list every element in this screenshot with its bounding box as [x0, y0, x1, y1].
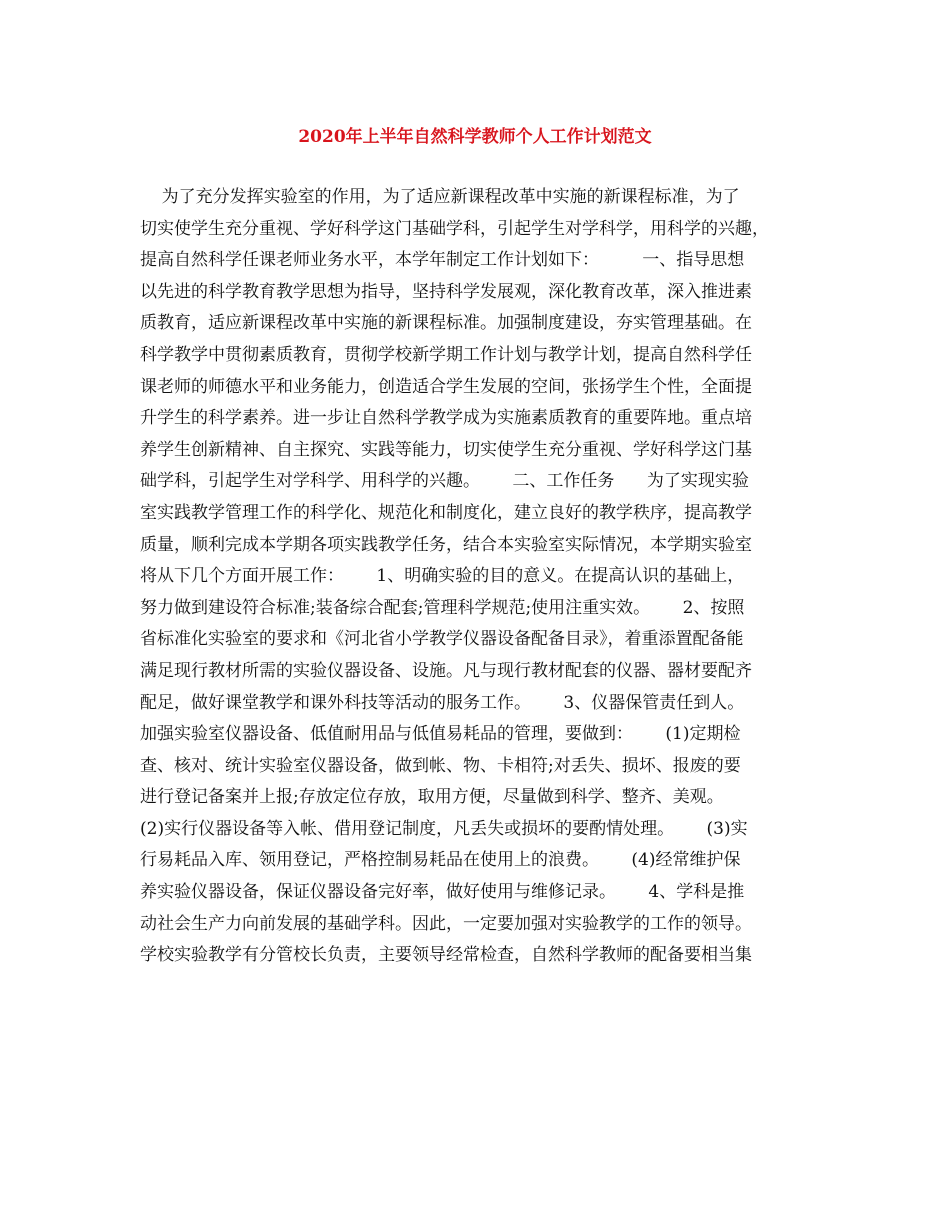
body-line: 础学科，引起学生对学科学、用科学的兴趣。 二、工作任务 为了实现实验	[140, 471, 749, 492]
body-line: 课老师的师德水平和业务能力，创造适合学生发展的空间，张扬学生个性，全面提	[140, 376, 752, 397]
body-line: 动社会生产力向前发展的基础学科。因此，一定要加强对实验教学的工作的领导。	[140, 913, 752, 934]
body-line: 切实使学生充分重视、学好科学这门基础学科，引起学生对学科学，用科学的兴趣，	[140, 218, 769, 239]
body-line: 努力做到建设符合标准;装备综合配套;管理科学规范;使用注重实效。 2、按照	[140, 597, 745, 618]
body-line: 满足现行教材所需的实验仪器设备、设施。凡与现行教材配套的仪器、器材要配齐	[140, 660, 752, 681]
body-line: 养实验仪器设备，保证仪器设备完好率，做好使用与维修记录。 4、学科是推	[140, 882, 745, 903]
document-title: 2020年上半年自然科学教师个人工作计划范文	[298, 127, 652, 147]
body-line: 室实践教学管理工作的科学化、规范化和制度化，建立良好的教学秩序，提高教学	[140, 502, 752, 523]
body-line: 质教育，适应新课程改革中实施的新课程标准。加强制度建设，夯实管理基础。在	[140, 313, 752, 334]
body-line: 查、核对、统计实验室仪器设备，做到帐、物、卡相符;对丢失、损坏、报废的要	[140, 755, 741, 776]
body-line: 科学教学中贯彻素质教育，贯彻学校新学期工作计划与教学计划，提高自然科学任	[140, 344, 752, 365]
body-line: 配足，做好课堂教学和课外科技等活动的服务工作。 3、仪器保管责任到人。	[140, 692, 745, 713]
document-body	[140, 182, 812, 972]
body-line: 将从下几个方面开展工作： 1、明确实验的目的意义。在提高认识的基础上，	[140, 566, 745, 587]
body-line: 学校实验教学有分管校长负责，主要领导经常检查，自然科学教师的配备要相当集	[140, 945, 752, 966]
body-line: 为了充分发挥实验室的作用，为了适应新课程改革中实施的新课程标准，为了	[140, 187, 740, 207]
body-line: 行易耗品入库、领用登记，严格控制易耗品在使用上的浪费。 (4)经常维护保	[140, 850, 741, 871]
body-line: 升学生的科学素养。进一步让自然科学教学成为实施素质教育的重要阵地。重点培	[140, 408, 752, 429]
body-line: 提高自然科学任课老师业务水平，本学年制定工作计划如下： 一、指导思想	[140, 250, 745, 271]
body-line: 省标准化实验室的要求和《河北省小学教学仪器设备配备目录》，着重添置配备能	[140, 629, 744, 650]
body-line: 加强实验室仪器设备、低值耐用品与低值易耗品的管理，要做到： (1)定期检	[140, 724, 741, 745]
body-line: 进行登记备案并上报;存放定位存放，取用方便，尽量做到科学、整齐、美观。	[140, 787, 724, 808]
body-line: (2)实行仪器设备等入帐、借用登记制度，凡丢失或损坏的要酌情处理。 (3)实	[140, 818, 748, 839]
body-line: 养学生创新精神、自主探究、实践等能力，切实使学生充分重视、学好科学这门基	[140, 439, 752, 460]
body-line: 质量，顺利完成本学期各项实践教学任务，结合本实验室实际情况，本学期实验室	[140, 534, 752, 555]
body-line: 以先进的科学教育教学思想为指导，坚持科学发展观，深化教育改革，深入推进素	[140, 281, 752, 302]
